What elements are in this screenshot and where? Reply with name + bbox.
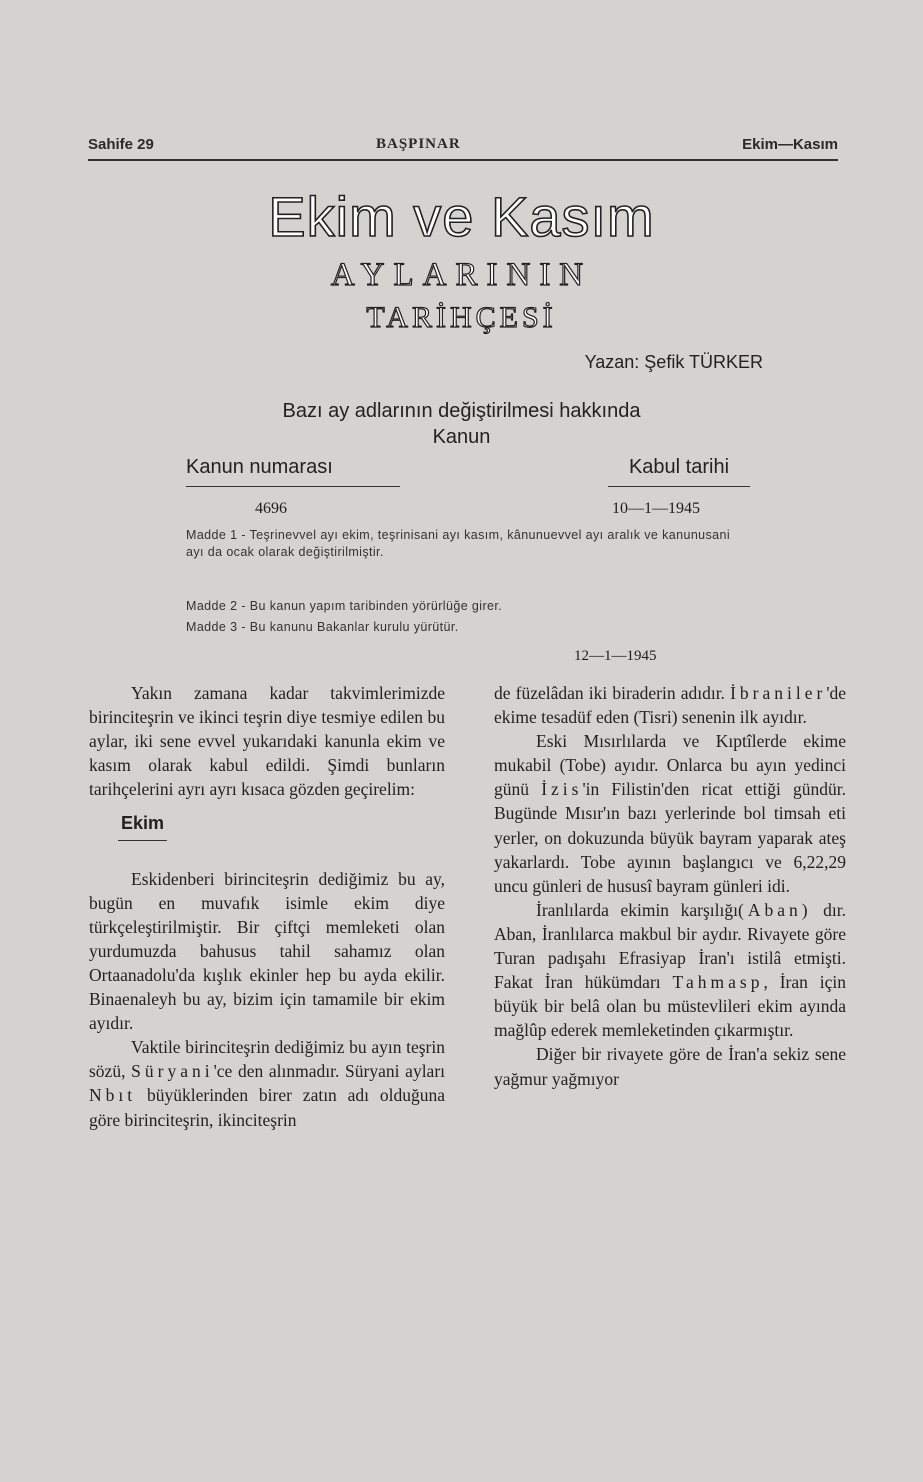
ekim-paragraph: Eskidenberi birinciteşrin dediğimiz bu ay, bugün en muvafık isimle ekim diye türkçeleştirilmiştir. Bir çiftçi memleketi olan yurdumuzda bahusus tahil sahamız olan Ortaanadolu'da kışlık ekinler hep bu ayda ekilir. Binaenaleyh bu ay, bizim için tamamile bir ekim ayıdır. (89, 868, 445, 1034)
section-heading-ekim: Ekim (118, 811, 167, 840)
misir-paragraph: Eski Mısırlılarda ve Kıptîlerde ekime mukabil (Tobe) ayıdır. Onlarca bu ayın yedinci günü İzis'in Filistin'den ricat ettiği gündür. Bugünde Mısır'ın bazı yerlerinde bol timsah eti yerler, on dokuzunda büyük bayram yaparak ateş yakarlardı. Tobe ayının başlangıcı ve 6,22,29 uncu günleri de hususî bayram günleri idi. (494, 731, 847, 896)
header-rule (88, 159, 838, 161)
article-title: Ekim ve Kasım (268, 185, 655, 248)
journal-name: BAŞPINAR (376, 136, 461, 152)
article-3: Madde 3 - Bu kanunu Bakanlar kurulu yürütür. (186, 620, 459, 634)
law-title-line1: Bazı ay adlarının değiştirilmesi hakkında (282, 400, 641, 422)
right-column (494, 681, 846, 1091)
ibrani-paragraph: de füzelâdan iki biraderin adıdır. İbraniler'de ekime tesadüf eden (Tisri) senenin ilk ayıdır. (494, 683, 846, 728)
issue-label: Ekim—Kasım (742, 136, 838, 153)
ekim-paragraph-2: Vaktile birinciteşrin dediğimiz bu ayın teşrin sözü, Süryani'ce den alınmadır. Süryani ayları Nbıt büyüklerinden birer zatın adı olduğuna göre birinciteşrin, ikinciteşrin (89, 1037, 446, 1130)
article-1: Madde 1 - Teşrinevvel ayı ekim, teşrinisani ayı kasım, kânunuevvel ayı aralık ve kanunusani ayı da ocak olarak değiştirilmiştir. (186, 528, 731, 559)
law-date-heading: Kabul tarihi (608, 456, 750, 487)
running-header (88, 136, 838, 164)
law-number: 4696 (255, 500, 287, 517)
signature-date: 12—1—1945 (574, 648, 657, 664)
article-title-line3: TARİHÇESİ (366, 301, 557, 334)
rivayet-paragraph: Diğer bir rivayete göre de İran'a sekiz sene yağmur yağmıyor (494, 1044, 846, 1089)
article-2: Madde 2 - Bu kanun yapım taribinden yörürlüğe girer. (186, 599, 503, 613)
intro-paragraph: Yakın zamana kadar takvimlerimizde birinciteşrin ve ikinci teşrin diye tesmiye edilen bu aylar, iki sene evvel yukarıdaki kanunla ekim ve kasım olarak kabul edildi. Şimdi bunların tarihçelerini ayrı ayrı kısaca gözden geçirelim: (89, 683, 445, 800)
article-title-line2: AYLARININ (330, 257, 593, 293)
law-title (0, 398, 923, 450)
left-column (89, 681, 445, 1132)
page-number: Sahife 29 (88, 136, 154, 153)
iran-paragraph: İranlılarda ekimin karşılığı(Aban) dır. Aban, İranlılarca makbul bir aydır. Rivayete göre Turan padışahı Efrasiyap İran'ı istilâ etmişti. Fakat İran hükümdarı Tahmasp, İran için büyük bir belâ olan bu müstevlileri ekim ayında mağlûp ederek memleketinden çıkarmıştır. (494, 899, 847, 1041)
law-number-heading: Kanun numarası (186, 456, 400, 487)
author-byline: Yazan: Şefik TÜRKER (584, 352, 763, 372)
law-title-line2: Kanun (432, 426, 491, 448)
law-date: 10—1—1945 (612, 500, 700, 517)
